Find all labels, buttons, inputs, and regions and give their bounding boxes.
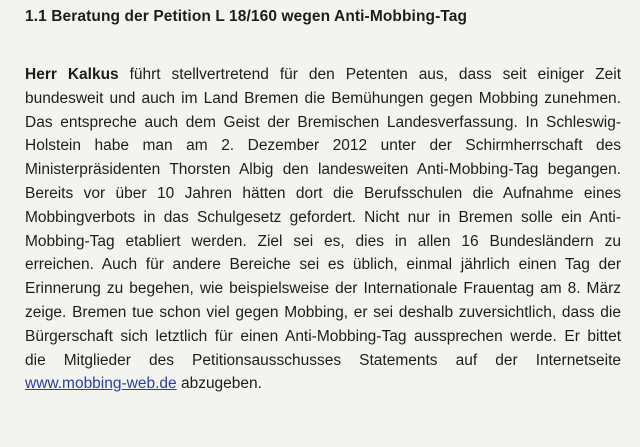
paragraph-line: Holstein habe man am 2. Dezember 2012 unter der Schirmherrschaft des	[25, 137, 621, 155]
paragraph-line: Ministerpräsidenten Thorsten Albig den landesweiten Anti-Mobbing-Tag begangen.	[25, 161, 621, 179]
paragraph-line: Bereits vor über 10 Jahren hätten dort die Berufsschulen die Aufnahme eines	[25, 184, 621, 202]
paragraph-line: zeige. Bremen tue schon viel gegen Mobbing, er sei deshalb zuversichtlich, dass die	[25, 303, 621, 321]
paragraph-line: Das entspreche auch dem Geist der Bremischen Landesverfassung. In Schleswig-	[25, 113, 621, 131]
paragraph-line: Bürgerschaft sich letztlich für einen Anti-Mobbing-Tag aussprechen werde. Er bittet	[25, 327, 621, 345]
paragraph-line: Mobbingverbots in das Schulgesetz gefordert. Nicht nur in Bremen solle ein Anti-	[25, 208, 621, 226]
paragraph-line: Erinnerung zu begehen, wie beispielsweise der Internationale Frauentag am 8. März	[25, 280, 621, 298]
paragraph-line: die Mitglieder des Petitionsausschusses Statements auf der Internetseite	[25, 351, 621, 369]
closing-text: abzugeben.	[176, 375, 262, 393]
paragraph-line: Mobbing-Tag etabliert werden. Ziel sei es, dies in allen 16 Bundesländern zu	[25, 232, 621, 250]
mobbing-web-link[interactable]: www.mobbing-web.de	[25, 375, 177, 393]
paragraph-line	[25, 63, 621, 87]
section-heading: 1.1 Beratung der Petition L 18/160 wegen Anti-Mobbing-Tag	[25, 8, 468, 25]
speaker-name: Herr Kalkus	[25, 66, 119, 83]
petition-paragraph	[25, 63, 621, 396]
paragraph-line	[25, 372, 621, 396]
paragraph-line: bundesweit und auch im Land Bremen die Bemühungen gegen Mobbing zunehmen.	[25, 89, 621, 107]
paragraph-line-text: führt stellvertretend für den Petenten aus, dass seit einiger Zeit	[118, 66, 621, 83]
paragraph-line: erreichen. Auch für andere Bereiche sei es üblich, einmal jährlich einen Tag der	[25, 256, 621, 274]
